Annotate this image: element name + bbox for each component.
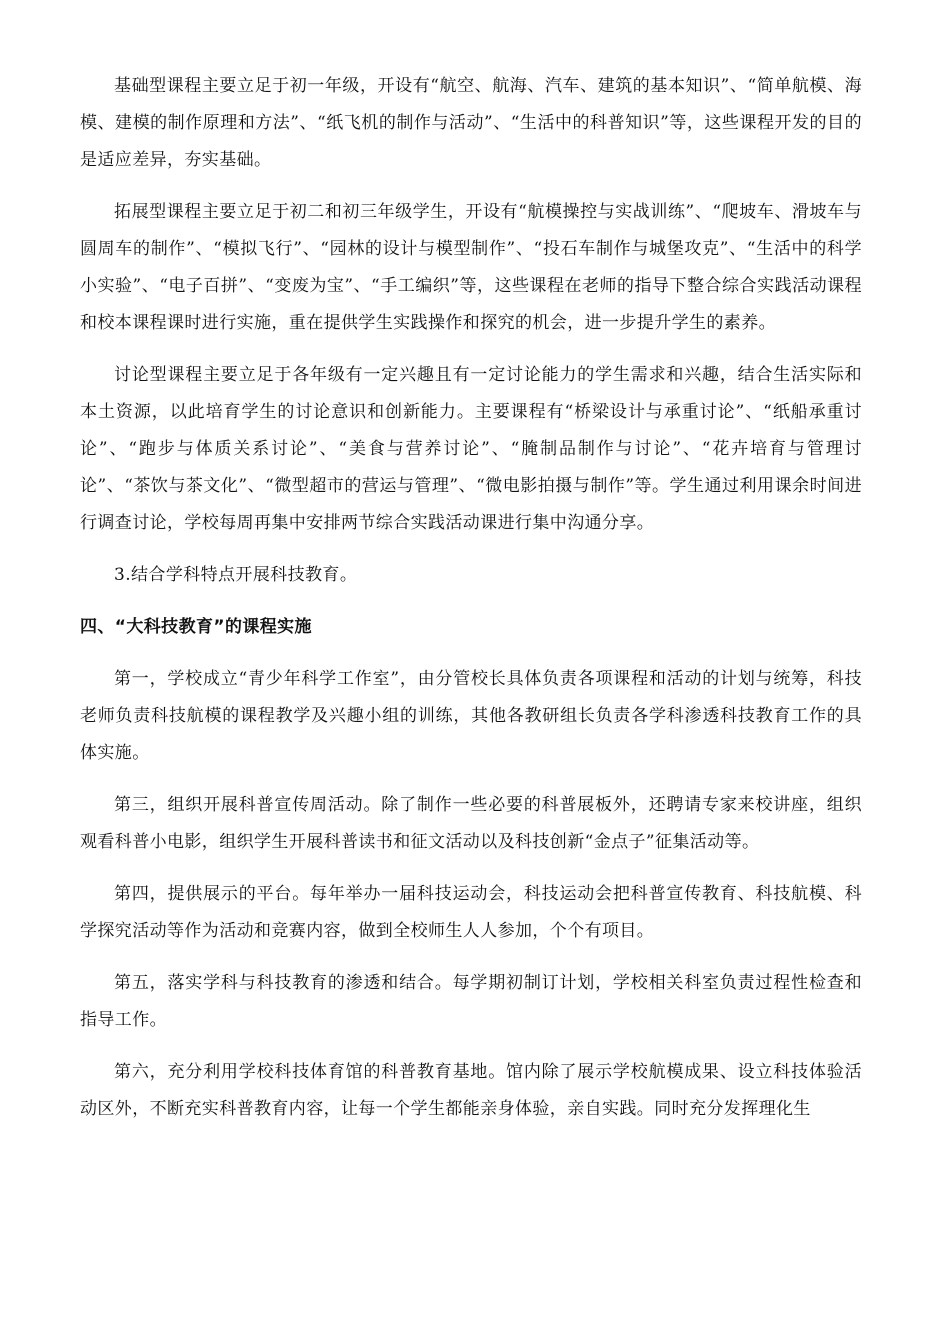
paragraph-first: 第一，学校成立“青少年科学工作室”，由分管校长具体负责各项课程和活动的计划与统筹，科技老师负责科技航模的课程教学及兴趣小组的训练，其他各教研组长负责各学科渗透科技教育工作的具体实施。 — [80, 669, 862, 763]
document-page — [80, 68, 862, 1143]
paragraph-fifth: 第五，落实学科与科技教育的渗透和结合。每学期初制订计划，学校相关科室负责过程性检查和指导工作。 — [80, 973, 862, 1030]
paragraph-subject-integration: 3.结合学科特点开展科技教育。 — [114, 565, 358, 585]
paragraph-extended-courses: 拓展型课程主要立足于初二和初三年级学生，开设有“航模操控与实战训练”、“爬坡车、滑坡车与圆周车的制作”、“模拟飞行”、“园林的设计与模型制作”、“投石车制作与城堡攻克”、“生活中的科学小实验”、“电子百拼”、“变废为宝”、“手工编织”等，这些课程在老师的指导下整合综合实践活动课程和校本课程课时进行实施，重在提供学生实践操作和探究的机会，进一步提升学生的素养。 — [80, 202, 862, 333]
paragraph-third: 第三，组织开展科普宣传周活动。除了制作一些必要的科普展板外，还聘请专家来校讲座，组织观看科普小电影，组织学生开展科普读书和征文活动以及科技创新“金点子”征集活动等。 — [80, 795, 862, 852]
paragraph-fourth: 第四，提供展示的平台。每年举办一届科技运动会，科技运动会把科普宣传教育、科技航模、科学探究活动等作为活动和竞赛内容，做到全校师生人人参加，个个有项目。 — [80, 884, 862, 941]
paragraph-sixth: 第六，充分利用学校科技体育馆的科普教育基地。馆内除了展示学校航模成果、设立科技体验活动区外，不断充实科普教育内容，让每一个学生都能亲身体验，亲自实践。同时充分发挥理化生 — [80, 1062, 862, 1119]
paragraph-discussion-courses: 讨论型课程主要立足于各年级有一定兴趣且有一定讨论能力的学生需求和兴趣，结合生活实际和本土资源，以此培育学生的讨论意识和创新能力。主要课程有“桥梁设计与承重讨论”、“纸船承重讨论”、“跑步与体质关系讨论”、“美食与营养讨论”、“腌制品制作与讨论”、“花卉培育与管理讨论”、“茶饮与茶文化”、“微型超市的营运与管理”、“微电影拍摄与制作”等。学生通过利用课余时间进行调查讨论，学校每周再集中安排两节综合实践活动课进行集中沟通分享。 — [80, 365, 862, 533]
section-heading: 四、“大科技教育”的课程实施 — [80, 617, 312, 637]
paragraph-basic-courses: 基础型课程主要立足于初一年级，开设有“航空、航海、汽车、建筑的基本知识”、“简单航模、海模、建模的制作原理和方法”、“纸飞机的制作与活动”、“生活中的科普知识”等，这些课程开发的目的是适应差异，夯实基础。 — [80, 76, 862, 170]
